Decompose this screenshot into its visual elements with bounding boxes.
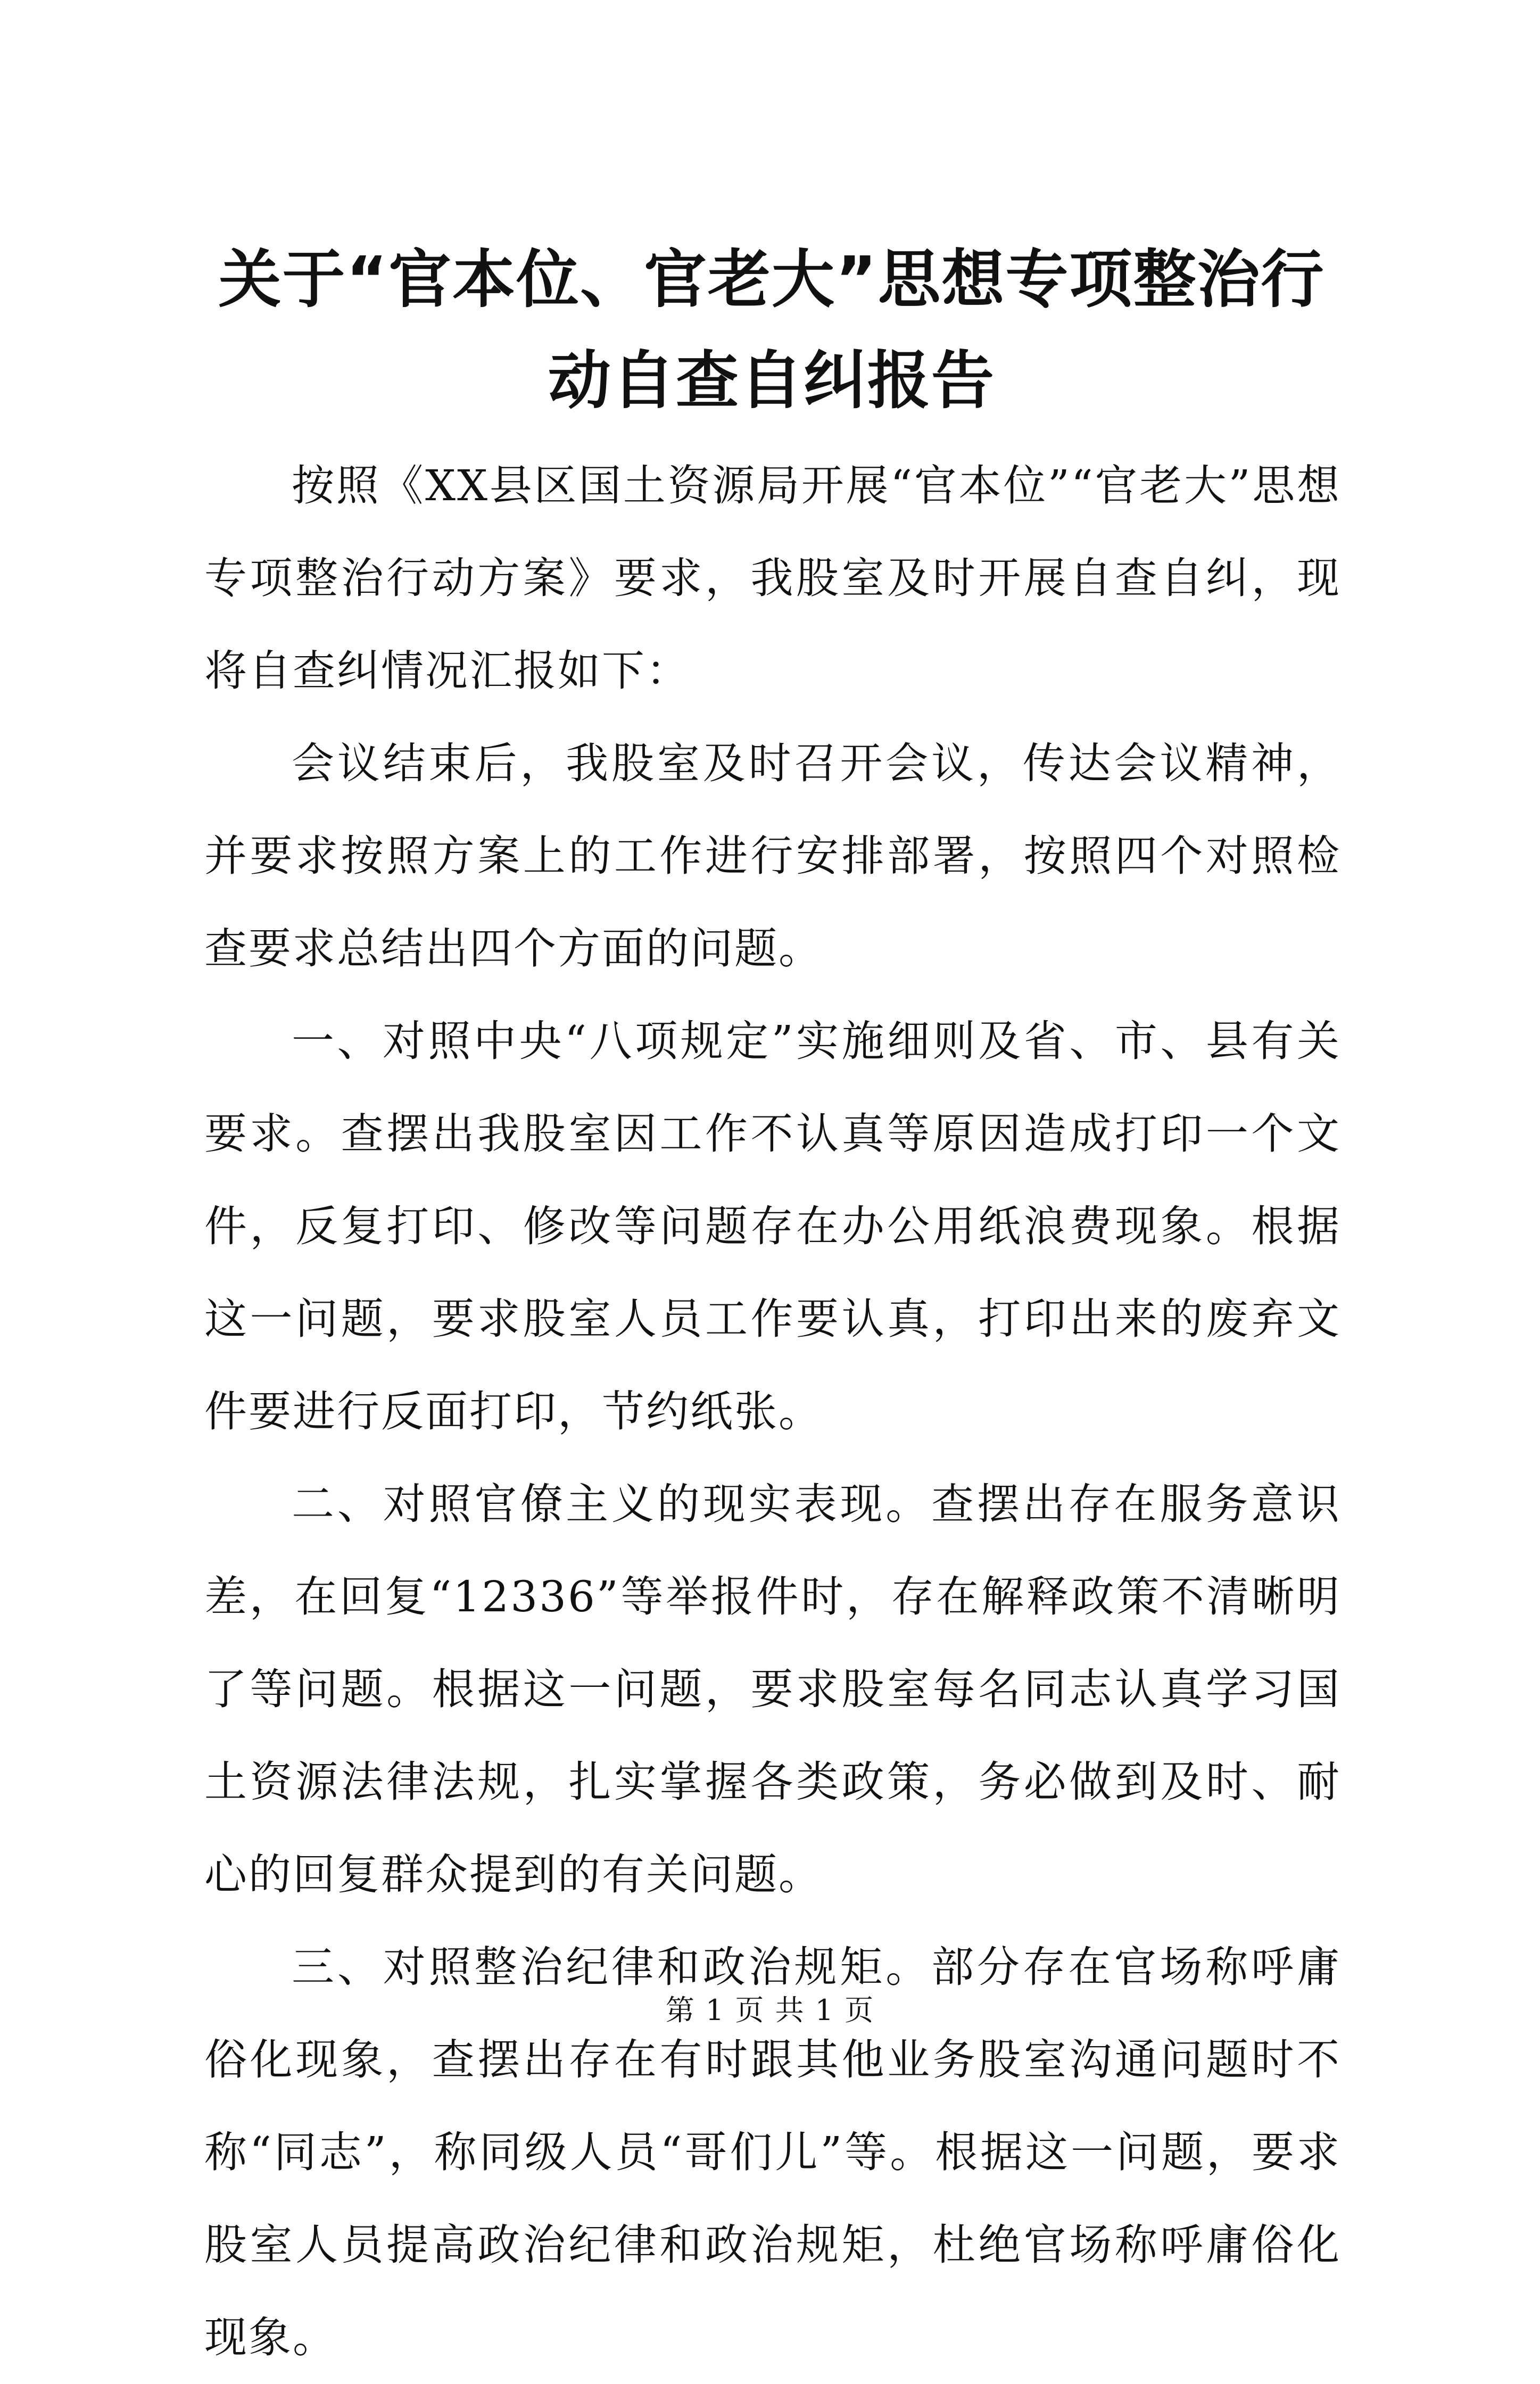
paragraph-meeting: 会议结束后，我股室及时召开会议，传达会议精神，并要求按照方案上的工作进行安排部署，按照四个对照检查要求总结出四个方面的问题。	[204, 739, 1341, 973]
page-number-footer: 第 1 页 共 1 页	[665, 1993, 875, 2027]
paragraph-item-one: 一、对照中央“八项规定”实施细则及省、市、县有关要求。查摆出我股室因工作不认真等原因造成打印一个文件，反复打印、修改等问题存在办公用纸浪费现象。根据这一问题，要求股室人员工作要认真，打印出来的废弃文件要进行反面打印，节约纸张。	[204, 1016, 1341, 1436]
paragraph-intro: 按照《XX县区国土资源局开展“官本位”“官老大”思想专项整治行动方案》要求，我股室及时开展自查自纠，现将自查纠情况汇报如下：	[204, 461, 1341, 696]
document-title: 关于“官本位、官老大”思想专项整治行动自查自纠报告	[218, 243, 1325, 417]
paragraph-item-three: 三、对照整治纪律和政治规矩。部分存在官场称呼庸俗化现象，查摆出存在有时跟其他业务股室沟通问题时不称“同志”，称同级人员“哥们儿”等。根据这一问题，要求股室人员提高政治纪律和政治规矩，杜绝官场称呼庸俗化现象。	[204, 1942, 1341, 2362]
document-body	[204, 440, 1341, 2384]
paragraph-item-two: 二、对照官僚主义的现实表现。查摆出存在服务意识差，在回复“12336”等举报件时，存在解释政策不清晰明了等问题。根据这一问题，要求股室每名同志认真学习国土资源法律法规，扎实掌握各类政策，务必做到及时、耐心的回复群众提到的有关问题。	[204, 1479, 1341, 1899]
